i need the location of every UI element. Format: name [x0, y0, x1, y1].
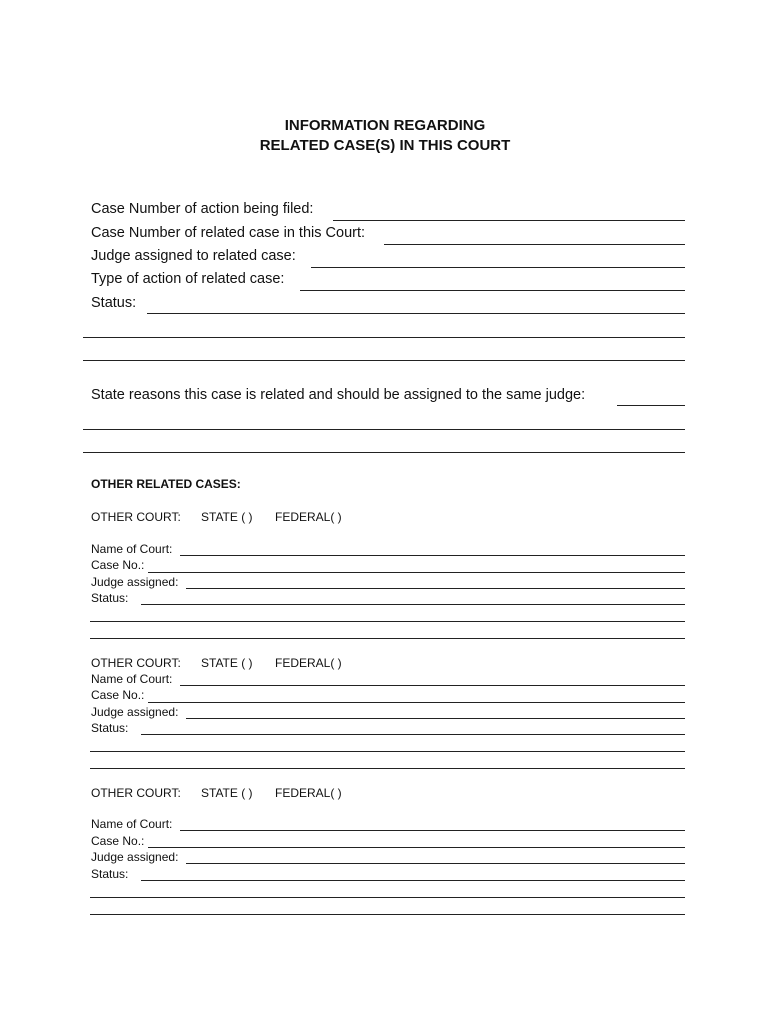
- related-case-number-field[interactable]: [384, 244, 685, 245]
- block2-extra-line-1[interactable]: [90, 751, 685, 752]
- block3-extra-line-1[interactable]: [90, 897, 685, 898]
- name-of-court-label-1: Name of Court:: [91, 542, 173, 556]
- name-of-court-field-3[interactable]: [180, 830, 685, 831]
- status-extra-line-2[interactable]: [83, 360, 685, 361]
- other-court-label-3: OTHER COURT:: [91, 786, 181, 800]
- judge-assigned-label-3: Judge assigned:: [91, 850, 179, 864]
- case-no-field-3[interactable]: [148, 847, 685, 848]
- case-number-label: Case Number of action being filed:: [91, 201, 314, 217]
- judge-assigned-field-1[interactable]: [186, 588, 685, 589]
- status-field-1[interactable]: [141, 604, 685, 605]
- case-number-field[interactable]: [333, 220, 685, 221]
- block1-extra-line-1[interactable]: [90, 621, 685, 622]
- form-title-line2: RELATED CASE(S) IN THIS COURT: [259, 137, 511, 154]
- block1-extra-line-2[interactable]: [90, 638, 685, 639]
- block2-extra-line-2[interactable]: [90, 768, 685, 769]
- status-field-2[interactable]: [141, 734, 685, 735]
- judge-assigned-label-1: Judge assigned:: [91, 575, 179, 589]
- case-no-field-1[interactable]: [148, 572, 685, 573]
- case-no-field-2[interactable]: [148, 702, 685, 703]
- status-label-3: Status:: [91, 867, 129, 881]
- form-title-line1: INFORMATION REGARDING: [284, 117, 486, 134]
- name-of-court-field-2[interactable]: [180, 685, 685, 686]
- state-option-2[interactable]: STATE ( ): [201, 656, 253, 670]
- status-label-1: Status:: [91, 591, 129, 605]
- reasons-field[interactable]: [617, 405, 685, 406]
- federal-option-1[interactable]: FEDERAL( ): [275, 510, 342, 524]
- status-label: Status:: [91, 295, 137, 311]
- status-extra-line-1[interactable]: [83, 337, 685, 338]
- status-field-3[interactable]: [141, 880, 685, 881]
- related-case-number-label: Case Number of related case in this Court:: [91, 225, 366, 241]
- other-court-label-1: OTHER COURT:: [91, 510, 181, 524]
- federal-option-3[interactable]: FEDERAL( ): [275, 786, 342, 800]
- judge-assigned-field-3[interactable]: [186, 863, 685, 864]
- state-option-1[interactable]: STATE ( ): [201, 510, 253, 524]
- judge-assigned-label-2: Judge assigned:: [91, 705, 179, 719]
- reasons-label: State reasons this case is related and should be assigned to the same judge:: [91, 387, 586, 403]
- judge-field[interactable]: [311, 267, 685, 268]
- name-of-court-label-2: Name of Court:: [91, 672, 173, 686]
- other-court-label-2: OTHER COURT:: [91, 656, 181, 670]
- name-of-court-label-3: Name of Court:: [91, 817, 173, 831]
- case-no-label-1: Case No.:: [91, 558, 145, 572]
- status-label-2: Status:: [91, 721, 129, 735]
- action-type-field[interactable]: [300, 290, 685, 291]
- action-type-label: Type of action of related case:: [91, 271, 285, 287]
- status-field[interactable]: [147, 313, 685, 314]
- case-no-label-3: Case No.:: [91, 834, 145, 848]
- reasons-line-1[interactable]: [83, 429, 685, 430]
- case-no-label-2: Case No.:: [91, 688, 145, 702]
- judge-assigned-field-2[interactable]: [186, 718, 685, 719]
- other-related-heading: OTHER RELATED CASES:: [91, 477, 241, 491]
- name-of-court-field-1[interactable]: [180, 555, 685, 556]
- federal-option-2[interactable]: FEDERAL( ): [275, 656, 342, 670]
- reasons-line-2[interactable]: [83, 452, 685, 453]
- state-option-3[interactable]: STATE ( ): [201, 786, 253, 800]
- judge-label: Judge assigned to related case:: [91, 248, 296, 264]
- block3-extra-line-2[interactable]: [90, 914, 685, 915]
